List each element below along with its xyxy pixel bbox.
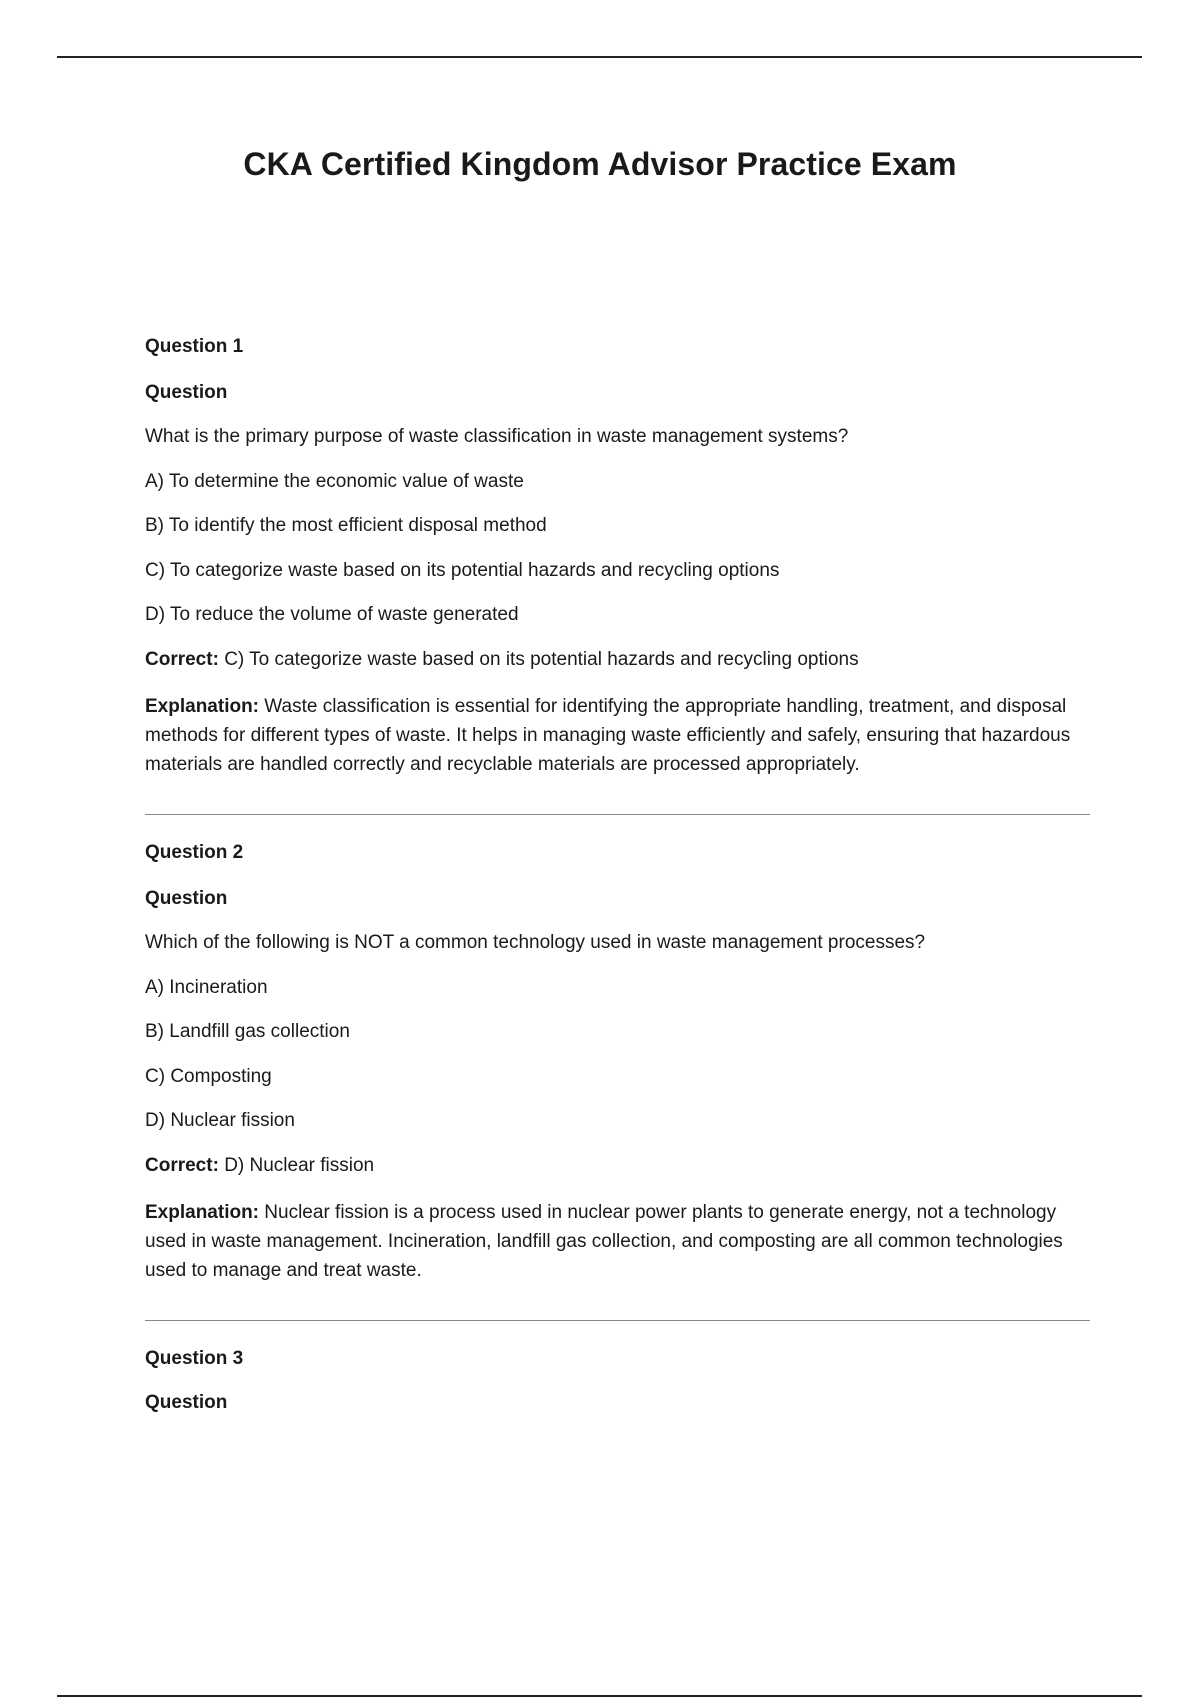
correct-value: C) To categorize waste based on its potential hazards and recycling options [224, 649, 859, 670]
option-a: A) To determine the economic value of waste [145, 471, 524, 492]
option-d: D) Nuclear fission [145, 1110, 295, 1131]
explanation-label: Explanation: [145, 696, 260, 717]
explanation [145, 692, 1090, 779]
questions-content [145, 335, 1090, 1415]
question-block-2 [145, 841, 1090, 1285]
question-text: What is the primary purpose of waste classification in waste management systems? [145, 426, 849, 447]
question-block-1 [145, 335, 1090, 779]
correct-answer [145, 648, 1090, 672]
correct-label: Correct: [145, 649, 219, 670]
option-d: D) To reduce the volume of waste generated [145, 604, 519, 625]
question-section-label: Question [145, 888, 228, 909]
question-number: Question 1 [145, 336, 244, 357]
explanation-label: Explanation: [145, 1202, 260, 1223]
explanation-text: Waste classification is essential for identifying the appropriate handling, treatment, and disposal methods for different types of waste. It helps in managing waste efficiently and safely, ensuring that hazardous materials are handled correctly and recyclable materials are processed appropriately. [145, 696, 1071, 775]
question-block-3 [145, 1347, 1090, 1415]
correct-value: D) Nuclear fission [224, 1155, 375, 1176]
question-section-label: Question [145, 1392, 228, 1413]
question-number: Question 3 [145, 1348, 244, 1369]
top-rule [57, 56, 1142, 58]
explanation-text: Nuclear fission is a process used in nuclear power plants to generate energy, not a technology used in waste management. Incineration, landfill gas collection, and composting are all common technologies used to manage and treat waste. [145, 1202, 1063, 1281]
question-text: Which of the following is NOT a common technology used in waste management processes? [145, 932, 926, 953]
option-c: C) Composting [145, 1066, 272, 1087]
question-number: Question 2 [145, 842, 244, 863]
explanation [145, 1198, 1090, 1285]
question-section-label: Question [145, 382, 228, 403]
correct-answer [145, 1154, 1090, 1178]
document-title: CKA Certified Kingdom Advisor Practice Exam [243, 146, 957, 182]
option-c: C) To categorize waste based on its potential hazards and recycling options [145, 560, 780, 581]
option-b: B) To identify the most efficient disposal method [145, 515, 547, 536]
option-a: A) Incineration [145, 977, 268, 998]
option-b: B) Landfill gas collection [145, 1021, 350, 1042]
correct-label: Correct: [145, 1155, 219, 1176]
bottom-rule [57, 1695, 1142, 1697]
